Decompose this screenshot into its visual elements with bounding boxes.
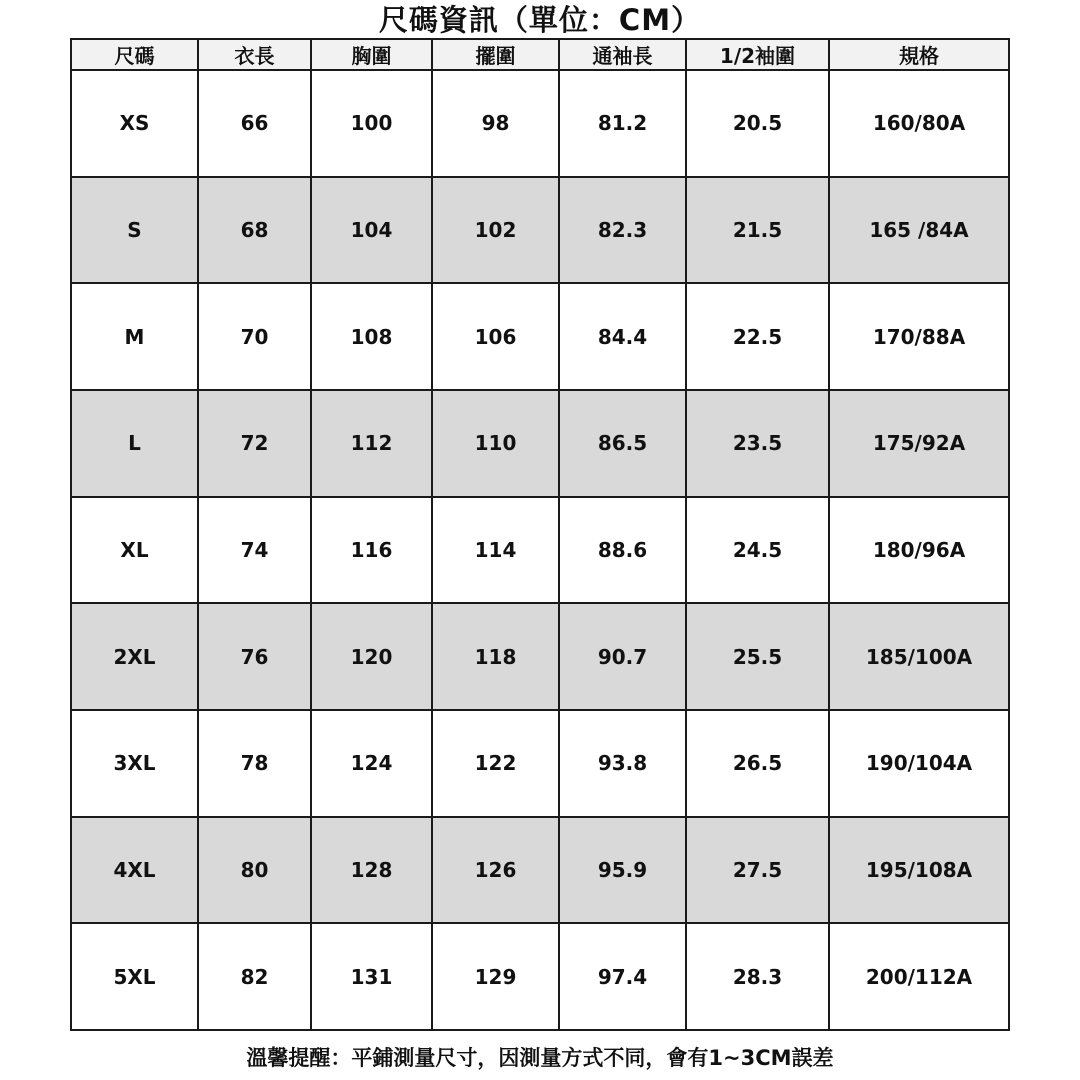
cell-chest: 108 — [311, 283, 432, 390]
cell-spec: 170/88A — [829, 283, 1009, 390]
header-size: 尺碼 — [71, 39, 198, 70]
table-header-row — [71, 39, 1009, 70]
header-chest: 胸圍 — [311, 39, 432, 70]
cell-spec: 175/92A — [829, 390, 1009, 497]
cell-chest: 120 — [311, 603, 432, 710]
table-row — [71, 283, 1009, 390]
cell-sleeve-length: 86.5 — [559, 390, 686, 497]
cell-chest: 116 — [311, 497, 432, 604]
cell-half-sleeve-width: 22.5 — [686, 283, 829, 390]
table-row — [71, 603, 1009, 710]
header-length: 衣長 — [198, 39, 311, 70]
table-row — [71, 710, 1009, 817]
cell-spec: 190/104A — [829, 710, 1009, 817]
header-spec: 規格 — [829, 39, 1009, 70]
cell-size: 2XL — [71, 603, 198, 710]
cell-half-sleeve-width: 25.5 — [686, 603, 829, 710]
cell-chest: 124 — [311, 710, 432, 817]
table-row — [71, 817, 1009, 924]
cell-half-sleeve-width: 28.3 — [686, 923, 829, 1030]
cell-half-sleeve-width: 20.5 — [686, 70, 829, 177]
cell-hem: 129 — [432, 923, 559, 1030]
cell-sleeve-length: 82.3 — [559, 177, 686, 284]
cell-chest: 100 — [311, 70, 432, 177]
cell-size: XL — [71, 497, 198, 604]
header-sleeve-length: 通袖長 — [559, 39, 686, 70]
cell-length: 80 — [198, 817, 311, 924]
cell-hem: 118 — [432, 603, 559, 710]
cell-size: 5XL — [71, 923, 198, 1030]
cell-spec: 165 /84A — [829, 177, 1009, 284]
page-title: 尺碼資訊（單位：CM） — [378, 3, 702, 37]
cell-length: 78 — [198, 710, 311, 817]
cell-size: 3XL — [71, 710, 198, 817]
table-row — [71, 70, 1009, 177]
table-row — [71, 390, 1009, 497]
cell-length: 68 — [198, 177, 311, 284]
cell-spec: 160/80A — [829, 70, 1009, 177]
measurement-note: 溫馨提醒：平鋪測量尺寸，因測量方式不同，會有1~3CM誤差 — [246, 1046, 834, 1070]
cell-chest: 128 — [311, 817, 432, 924]
cell-spec: 200/112A — [829, 923, 1009, 1030]
header-half-sleeve-width: 1/2袖圍 — [686, 39, 829, 70]
cell-sleeve-length: 93.8 — [559, 710, 686, 817]
cell-length: 82 — [198, 923, 311, 1030]
cell-length: 72 — [198, 390, 311, 497]
cell-length: 74 — [198, 497, 311, 604]
cell-size: XS — [71, 70, 198, 177]
table-row — [71, 497, 1009, 604]
cell-hem: 102 — [432, 177, 559, 284]
cell-size: 4XL — [71, 817, 198, 924]
cell-spec: 185/100A — [829, 603, 1009, 710]
table-row — [71, 177, 1009, 284]
cell-size: S — [71, 177, 198, 284]
cell-spec: 180/96A — [829, 497, 1009, 604]
cell-sleeve-length: 90.7 — [559, 603, 686, 710]
cell-chest: 131 — [311, 923, 432, 1030]
cell-half-sleeve-width: 26.5 — [686, 710, 829, 817]
cell-sleeve-length: 84.4 — [559, 283, 686, 390]
cell-length: 70 — [198, 283, 311, 390]
cell-half-sleeve-width: 23.5 — [686, 390, 829, 497]
cell-sleeve-length: 88.6 — [559, 497, 686, 604]
cell-hem: 106 — [432, 283, 559, 390]
cell-length: 66 — [198, 70, 311, 177]
cell-half-sleeve-width: 21.5 — [686, 177, 829, 284]
cell-hem: 126 — [432, 817, 559, 924]
cell-half-sleeve-width: 27.5 — [686, 817, 829, 924]
cell-hem: 98 — [432, 70, 559, 177]
cell-chest: 112 — [311, 390, 432, 497]
cell-size: M — [71, 283, 198, 390]
table-row — [71, 923, 1009, 1030]
cell-hem: 114 — [432, 497, 559, 604]
cell-sleeve-length: 81.2 — [559, 70, 686, 177]
cell-hem: 122 — [432, 710, 559, 817]
cell-spec: 195/108A — [829, 817, 1009, 924]
cell-hem: 110 — [432, 390, 559, 497]
cell-size: L — [71, 390, 198, 497]
cell-sleeve-length: 97.4 — [559, 923, 686, 1030]
cell-sleeve-length: 95.9 — [559, 817, 686, 924]
cell-half-sleeve-width: 24.5 — [686, 497, 829, 604]
size-chart-table — [70, 38, 1010, 1031]
cell-length: 76 — [198, 603, 311, 710]
cell-chest: 104 — [311, 177, 432, 284]
header-hem: 擺圍 — [432, 39, 559, 70]
